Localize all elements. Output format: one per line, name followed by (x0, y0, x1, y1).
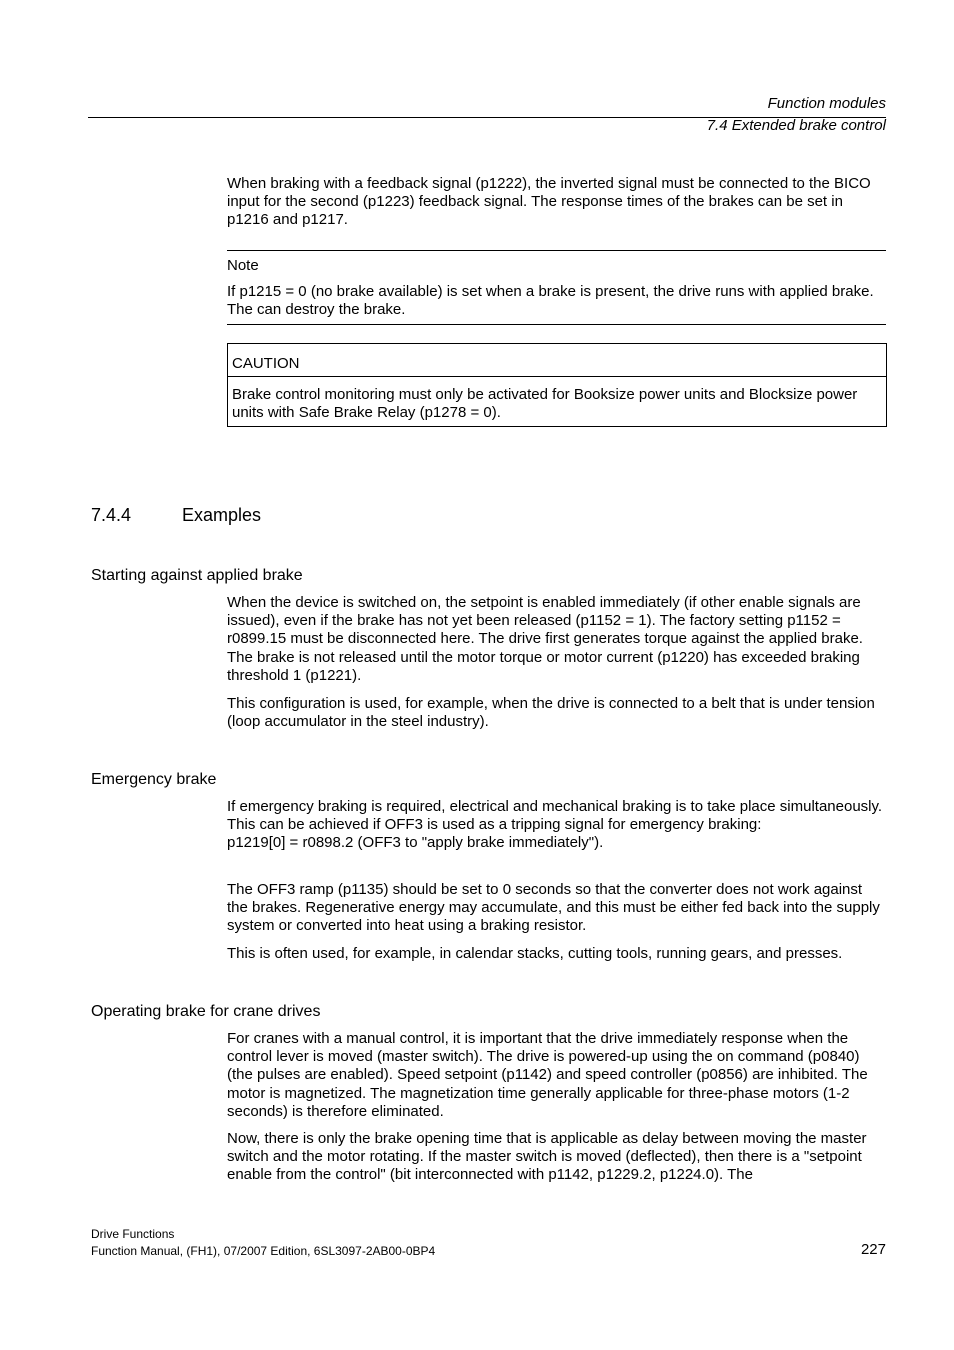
emergency-paragraph-3 (227, 945, 887, 963)
note-body (227, 283, 887, 319)
subheading-crane: Operating brake for crane drives (91, 1003, 321, 1020)
subheading-emergency: Emergency brake (91, 771, 217, 788)
starting-paragraph-2 (227, 695, 887, 731)
page-number: 227 (860, 1241, 886, 1258)
emergency-text-1a: If emergency braking is required, electrical and mechanical braking is to take place simultaneously. This can be achieved if OFF3 is used as a tripping signal for emergency braking: (227, 798, 883, 834)
crane-paragraph-2 (227, 1130, 887, 1185)
caution-text: Brake control monitoring must only be activated for Booksize power units and Blocksize power units with Safe Brake Relay (p1278 = 0). (232, 386, 858, 422)
caution-header (228, 344, 886, 377)
intro-paragraph (227, 175, 887, 230)
starting-text-2: This configuration is used, for example, when the drive is connected to a belt that is under tension (loop accumulator in the steel industry). (227, 695, 875, 731)
emergency-text-2: The OFF3 ramp (p1135) should be set to 0 seconds so that the converter does not work against the brakes. Regenerative energy may accumulate, and this must be either fed back into the supply system or converted into heat using a braking resistor. (227, 881, 880, 935)
section-title: Examples (182, 505, 262, 525)
note-top-rule (227, 250, 886, 251)
caution-title: CAUTION (232, 355, 300, 372)
starting-text-1: When the device is switched on, the setpoint is enabled immediately (if other enable signals are issued), even if the brake has not yet been released (p1152 = 1). The factory setting p1152 = r0899.15 must be disconnected here. The drive first generates torque against the applied brake. The brake is not released until the motor torque or motor current (p1220) has exceeded braking threshold 1 (p1221). (227, 594, 863, 684)
section-number: 7.4.4 (91, 505, 132, 525)
running-header-section: 7.4 Extended brake control (706, 117, 886, 134)
crane-text-1: For cranes with a manual control, it is important that the drive immediately response when the control lever is moved (master switch). The drive is powered-up using the on command (p0840) (the pulses are enabled). Speed setpoint (p1142) and speed controller (p0856) are inhibited. The motor is magnetized. The magnetization time generally applicable for three-phase motors (1-2 seconds) is therefore eliminated. (227, 1030, 868, 1120)
running-header-chapter: Function modules (767, 95, 886, 112)
caution-box (227, 343, 887, 427)
crane-paragraph-1 (227, 1030, 887, 1121)
emergency-text-3: This is often used, for example, in calendar stacks, cutting tools, running gears, and presses. (227, 945, 843, 962)
note-text: If p1215 = 0 (no brake available) is set when a brake is present, the drive runs with applied brake. The can destroy the brake. (227, 283, 874, 319)
intro-text: When braking with a feedback signal (p1222), the inverted signal must be connected to the BICO input for the second (p1223) feedback signal. The response times of the brakes can be set in p1216 and p1217. (227, 175, 871, 229)
emergency-paragraph-2 (227, 881, 887, 936)
crane-text-2: Now, there is only the brake opening time that is applicable as delay between moving the master switch and the motor rotating. If the master switch is moved (deflected), then there is a "setpoint enable from the control" (bit interconnected with p1142, p1229.2, p1224.0). The (227, 1130, 867, 1184)
note-bottom-rule (227, 324, 886, 325)
footer-edition: Function Manual, (FH1), 07/2007 Edition, 6SL3097-2AB00-0BP4 (91, 1244, 436, 1258)
note-title: Note (227, 257, 259, 274)
subheading-starting: Starting against applied brake (91, 567, 303, 584)
emergency-paragraph-1 (227, 798, 887, 853)
emergency-text-1b: p1219[0] = r0898.2 (OFF3 to "apply brake immediately"). (227, 834, 604, 852)
starting-paragraph-1 (227, 594, 887, 685)
footer-title: Drive Functions (91, 1227, 175, 1241)
